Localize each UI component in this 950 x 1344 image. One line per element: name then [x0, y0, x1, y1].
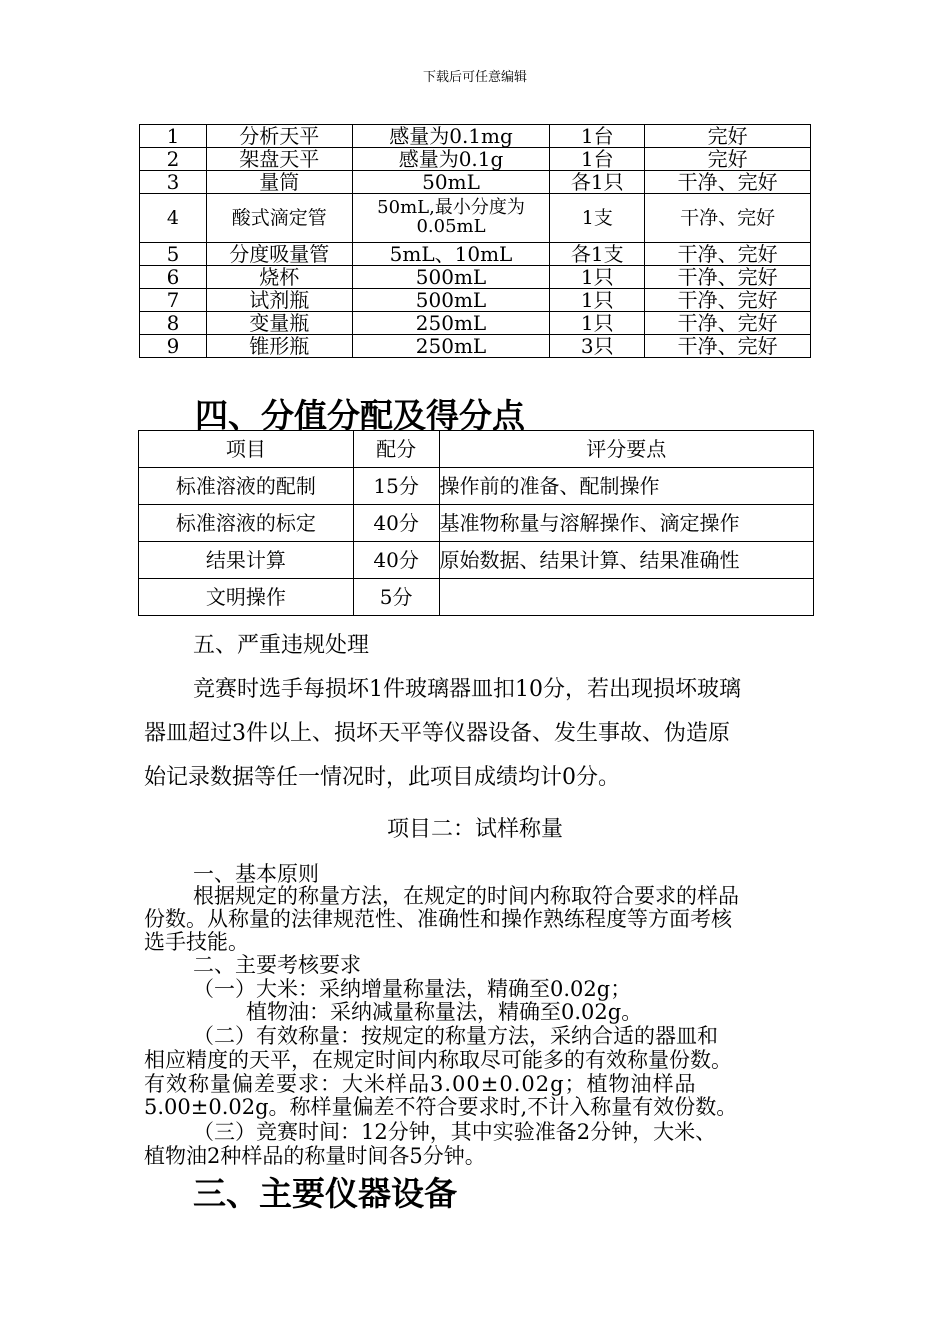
table-cell: 文明操作	[139, 579, 354, 616]
table-cell: 1	[140, 125, 207, 148]
table-cell: 量筒	[206, 171, 352, 194]
table-cell: 5分	[353, 579, 439, 616]
table-cell: 50mL	[352, 171, 550, 194]
project2-title: 项目二：试样称量	[386, 817, 563, 842]
equipment-row	[140, 289, 811, 312]
table-cell: 1只	[550, 289, 645, 312]
section3-heading: 三、主要仪器设备	[193, 1174, 457, 1213]
score-row	[139, 542, 814, 579]
table-cell: 1台	[550, 125, 645, 148]
table-cell: 结果计算	[139, 542, 354, 579]
section5-line: 始记录数据等任一情况时，此项目成绩均计0分。	[144, 765, 620, 790]
table-cell: 1支	[550, 194, 645, 243]
equipment-row	[140, 148, 811, 171]
score-table-header-row	[139, 431, 814, 468]
table-cell: 各1只	[550, 171, 645, 194]
table-cell: 标准溶液的标定	[139, 505, 354, 542]
paragraph-line: 根据规定的称量方法，在规定的时间内称取符合要求的样品	[193, 884, 739, 908]
table-cell: 40分	[353, 542, 439, 579]
table-cell: 架盘天平	[206, 148, 352, 171]
column-header: 评分要点	[439, 431, 813, 468]
equipment-row	[140, 266, 811, 289]
section5-heading: 五、严重违规处理	[193, 633, 370, 658]
table-cell: 50mL,最小分度为0.05mL	[352, 194, 550, 243]
table-cell: 1只	[550, 312, 645, 335]
table-cell: 15分	[353, 468, 439, 505]
table-cell: 9	[140, 335, 207, 358]
table-cell: 干净、完好	[645, 312, 811, 335]
table-cell: 500mL	[352, 266, 550, 289]
table-cell	[439, 579, 813, 616]
table-cell: 8	[140, 312, 207, 335]
column-header: 项目	[139, 431, 354, 468]
table-cell: 基准物称量与溶解操作、滴定操作	[439, 505, 813, 542]
paragraph-line: （一）大米：采纳增量称量法，精确至0.02g；	[193, 977, 632, 1001]
score-row	[139, 468, 814, 505]
table-cell: 3	[140, 171, 207, 194]
paragraph-line: 份数。从称量的法律规范性、准确性和操作熟练程度等方面考核	[144, 907, 732, 931]
table-cell: 干净、完好	[645, 335, 811, 358]
page-header: 下载后可任意编辑	[422, 70, 527, 85]
paragraph-line: 相应精度的天平，在规定时间内称取尽可能多的有效称量份数。	[144, 1048, 732, 1072]
section4-heading: 四、分值分配及得分点	[195, 396, 525, 435]
table-cell: 完好	[645, 148, 811, 171]
table-cell: 变量瓶	[206, 312, 352, 335]
table-cell: 完好	[645, 125, 811, 148]
table-cell: 1台	[550, 148, 645, 171]
table-cell: 锥形瓶	[206, 335, 352, 358]
paragraph-line: 植物油：采纳减量称量法，精确至0.02g。	[246, 1000, 643, 1024]
equipment-row	[140, 125, 811, 148]
table-cell: 500mL	[352, 289, 550, 312]
table-cell: 分析天平	[206, 125, 352, 148]
section5-line: 竞赛时选手每损坏1件玻璃器皿扣10分，若出现损坏玻璃	[193, 677, 741, 702]
table-cell: 酸式滴定管	[206, 194, 352, 243]
score-row	[139, 579, 814, 616]
table-cell: 干净、完好	[645, 243, 811, 266]
score-row	[139, 505, 814, 542]
column-header: 配分	[353, 431, 439, 468]
table-cell: 1只	[550, 266, 645, 289]
paragraph-line: 选手技能。	[144, 930, 249, 954]
table-cell: 7	[140, 289, 207, 312]
table-cell: 干净、完好	[645, 289, 811, 312]
equipment-row	[140, 335, 811, 358]
paragraph-line: 5.00±0.02g。称样量偏差不符合要求时,不计入称量有效份数。	[144, 1095, 738, 1119]
table-cell: 4	[140, 194, 207, 243]
table-cell: 原始数据、结果计算、结果准确性	[439, 542, 813, 579]
table-cell: 操作前的准备、配制操作	[439, 468, 813, 505]
table-cell: 感量为0.1mg	[352, 125, 550, 148]
paragraph-line: 一、基本原则	[193, 862, 319, 886]
equipment-row	[140, 312, 811, 335]
table-cell: 烧杯	[206, 266, 352, 289]
equipment-row	[140, 243, 811, 266]
table-cell: 试剂瓶	[206, 289, 352, 312]
paragraph-line: 植物油2种样品的称量时间各5分钟。	[144, 1144, 486, 1168]
score-table	[138, 430, 814, 616]
table-cell: 干净、完好	[645, 194, 811, 243]
table-cell: 250mL	[352, 312, 550, 335]
paragraph-line: （二）有效称量：按规定的称量方法，采纳合适的器皿和	[193, 1024, 718, 1048]
equipment-row	[140, 194, 811, 243]
paragraph-line: （三）竞赛时间：12分钟，其中实验准备2分钟，大米、	[193, 1120, 717, 1144]
section5-line: 器皿超过3件以上、损坏天平等仪器设备、发生事故、伪造原	[144, 721, 730, 746]
table-cell: 干净、完好	[645, 171, 811, 194]
table-cell: 3只	[550, 335, 645, 358]
table-cell: 各1支	[550, 243, 645, 266]
equipment-table	[139, 124, 811, 358]
table-cell: 5mL、10mL	[352, 243, 550, 266]
table-cell: 2	[140, 148, 207, 171]
table-cell: 40分	[353, 505, 439, 542]
equipment-row	[140, 171, 811, 194]
table-cell: 感量为0.1g	[352, 148, 550, 171]
table-cell: 干净、完好	[645, 266, 811, 289]
table-cell: 250mL	[352, 335, 550, 358]
table-cell: 分度吸量管	[206, 243, 352, 266]
paragraph-line: 二、主要考核要求	[193, 953, 361, 977]
paragraph-line: 有效称量偏差要求：大米样品3.00±0.02g；植物油样品	[144, 1072, 697, 1096]
table-cell: 6	[140, 266, 207, 289]
table-cell: 5	[140, 243, 207, 266]
table-cell: 标准溶液的配制	[139, 468, 354, 505]
